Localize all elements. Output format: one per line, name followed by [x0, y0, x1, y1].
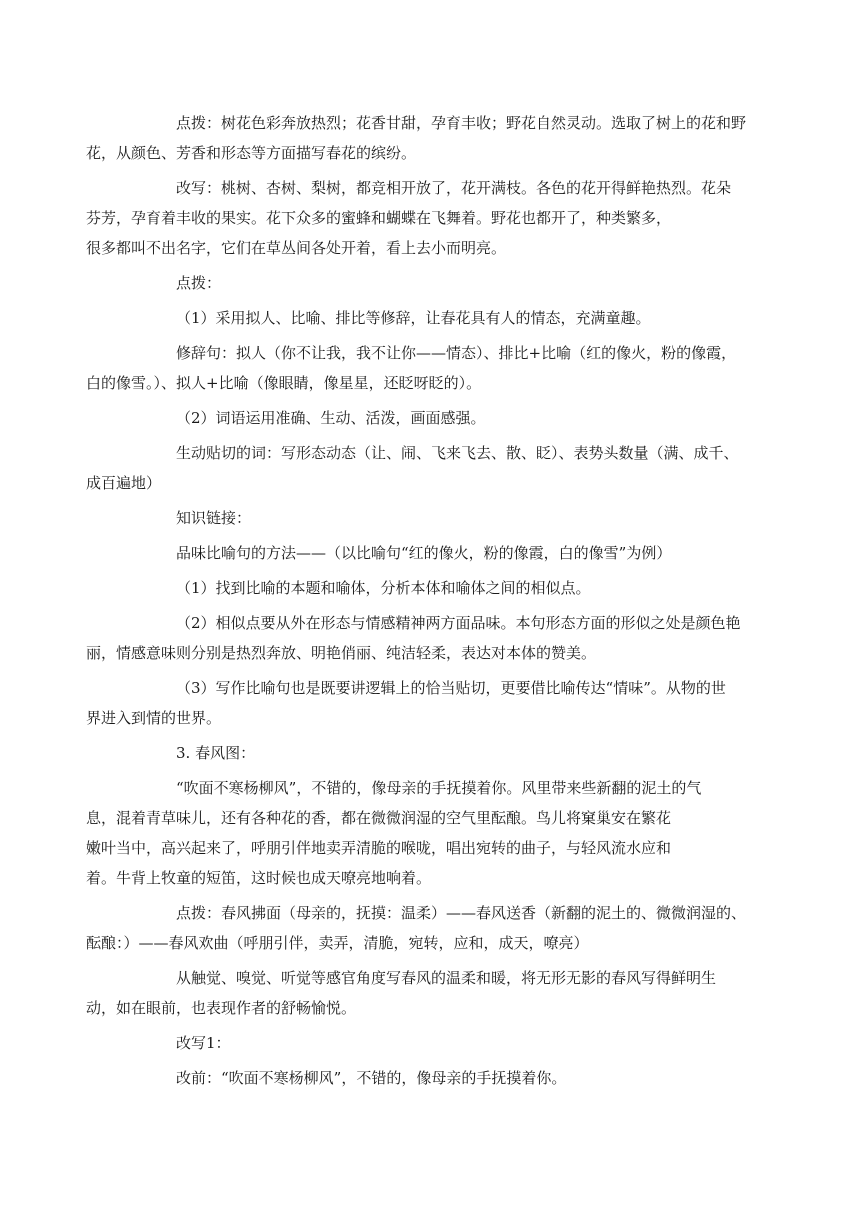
text-line: 修辞句：拟人（你不让我，我不让你——情态）、排比+比喻（红的像火，粉的像霞，: [176, 344, 737, 362]
paragraph: [86, 963, 726, 1023]
text-line: 3. 春风图：: [176, 744, 256, 762]
text-line: 白的像雪。）、拟人+比喻（像眼睛，像星星，还眨呀眨的）。: [86, 374, 482, 392]
paragraph: [86, 108, 747, 168]
text-line: 酝酿：）——春风欢曲（呼朋引伴，卖弄，清脆，宛转，应和，成天，嘹亮）: [86, 934, 589, 952]
paragraph: [146, 538, 726, 568]
paragraph: [146, 403, 726, 433]
text-line: 嫩叶当中，高兴起来了，呼朋引伴地卖弄清脆的喉咙，唱出宛转的曲子，与轻风流水应和: [86, 839, 672, 857]
paragraph: [86, 338, 737, 398]
paragraph: [146, 503, 726, 533]
text-line: （1）采用拟人、比喻、排比等修辞，让春花具有人的情态，充满童趣。: [176, 309, 651, 327]
text-line: 芬芳，孕育着丰收的果实。花下众多的蜜蜂和蝴蝶在飞舞着。野花也都开了，种类繁多，: [86, 209, 672, 227]
paragraph: [146, 1028, 726, 1058]
text-line: 改写1：: [176, 1034, 231, 1052]
text-line: “吹面不寒杨柳风”，不错的，像母亲的手抚摸着你。风里带来些新翻的泥土的气: [176, 779, 702, 797]
paragraph: [146, 738, 726, 768]
text-line: 改写：桃树、杏树、梨树，都竞相开放了，花开满枝。各色的花开得鲜艳热烈。花朵: [176, 179, 732, 197]
paragraph: [86, 773, 726, 893]
paragraph: [146, 268, 726, 298]
paragraph: [146, 573, 726, 603]
text-line: 成百遍地）: [86, 474, 162, 492]
text-line: 着。牛背上牧童的短笛，这时候也成天嘹亮地响着。: [86, 869, 432, 887]
text-line: （2）相似点要从外在形态与情感精神两方面品味。本句形态方面的形似之处是颜色艳: [176, 614, 741, 632]
text-line: 界进入到情的世界。: [86, 709, 222, 727]
text-line: （3）写作比喻句也是既要讲逻辑上的恰当贴切，更要借比喻传达“情味”。从物的世: [176, 679, 726, 697]
text-line: 很多都叫不出名字，它们在草丛间各处开着，看上去小而明亮。: [86, 239, 507, 257]
text-line: 知识链接：: [176, 509, 252, 527]
text-line: （2）词语运用准确、生动、活泼，画面感强。: [176, 409, 486, 427]
paragraph: [146, 1063, 726, 1093]
text-line: 动，如在眼前，也表现作者的舒畅愉悦。: [86, 999, 357, 1017]
text-line: 点拨：春风拂面（母亲的，抚摸：温柔）——春风送香（新翻的泥土的、微微润湿的、: [176, 904, 747, 922]
text-line: 点拨：: [176, 274, 222, 292]
text-line: （1）找到比喻的本题和喻体，分析本体和喻体之间的相似点。: [176, 579, 591, 597]
paragraph: [86, 438, 739, 498]
text-line: 息，混着青草味儿，还有各种花的香，都在微微润湿的空气里酝酿。鸟儿将窠巢安在繁花: [86, 809, 672, 827]
text-line: 丽，情感意味则分别是热烈奔放、明艳俏丽、纯洁轻柔，表达对本体的赞美。: [86, 644, 597, 662]
text-line: 从触觉、嗅觉、听觉等感官角度写春风的温柔和暖，将无形无影的春风写得鲜明生: [176, 969, 717, 987]
text-line: 品味比喻句的方法——（以比喻句“红的像火，粉的像霞，白的像雪”为例）: [176, 544, 672, 562]
paragraph: [86, 898, 747, 958]
text-line: 改前：“吹面不寒杨柳风”，不错的，像母亲的手抚摸着你。: [176, 1069, 567, 1087]
paragraph: [86, 608, 741, 668]
paragraph: [86, 173, 732, 263]
document-page: [86, 108, 747, 1098]
text-line: 花，从颜色、芳香和形态等方面描写春花的缤纷。: [86, 144, 417, 162]
text-line: 点拨：树花色彩奔放热烈；花香甘甜，孕育丰收；野花自然灵动。选取了树上的花和野: [176, 114, 747, 132]
paragraph: [146, 303, 726, 333]
text-line: 生动贴切的词：写形态动态（让、闹、飞来飞去、散、眨）、表势头数量（满、成千、: [176, 444, 739, 462]
paragraph: [86, 673, 726, 733]
